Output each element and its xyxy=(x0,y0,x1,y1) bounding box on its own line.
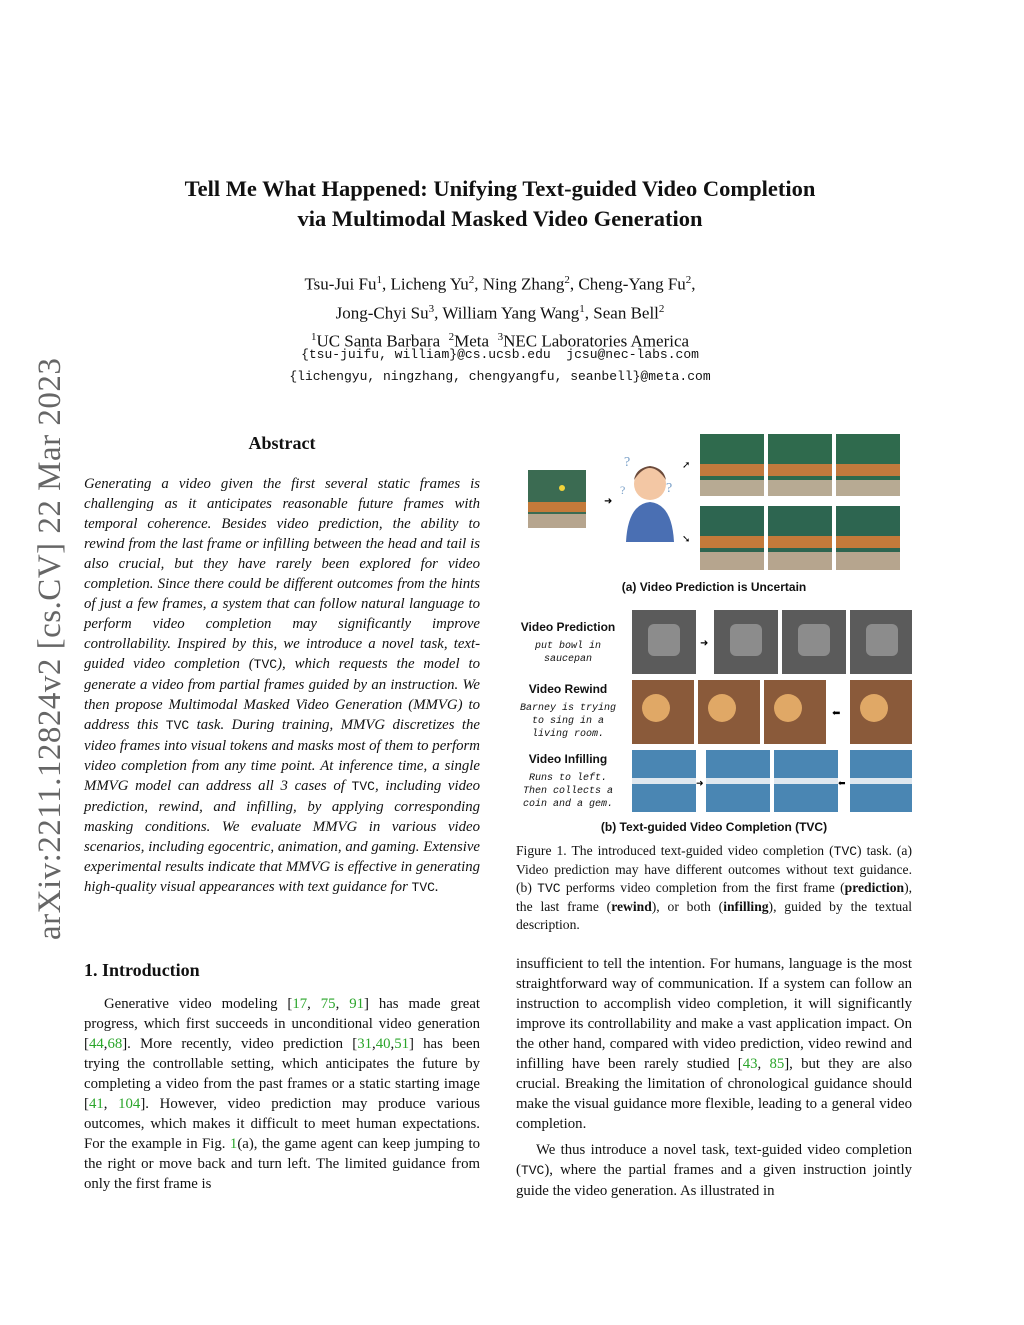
arrow-icon: ➜ xyxy=(696,778,704,788)
caption-text: ), guided by the textual description. xyxy=(516,899,912,932)
tvc-term: TVC xyxy=(351,779,375,794)
author-sup: 2 xyxy=(468,274,475,286)
author-name: Tsu-Jui Fu xyxy=(304,274,377,294)
caption-text: ) task. (a) Video prediction may have different outcomes without text guidance. (b) xyxy=(516,843,912,895)
citation-link[interactable]: 17 xyxy=(292,996,308,1012)
prediction-frames xyxy=(632,610,912,674)
question-mark-icon: ? xyxy=(666,481,673,496)
intro-text: ]. More recently, video prediction [ xyxy=(122,1036,358,1052)
author-name: Cheng-Yang Fu xyxy=(578,274,686,294)
rewind-frames xyxy=(632,680,912,744)
author-name: Licheng Yu xyxy=(390,274,469,294)
tvc-term: TVC xyxy=(165,718,190,733)
author-name: Jong-Chyi Su xyxy=(335,303,429,323)
figure-label-b: (b) Text-guided Video Completion (TVC) xyxy=(600,820,828,834)
arrow-icon: ⬅ xyxy=(832,708,841,719)
row-title-prediction: Video Prediction xyxy=(520,620,616,634)
citation-link[interactable]: 41 xyxy=(88,1096,104,1112)
abstract-body xyxy=(84,474,480,898)
author-sup: 1 xyxy=(376,274,382,286)
citation-link[interactable]: 31 xyxy=(357,1036,372,1052)
intro-text: ] has been trying the controllable setting, which anticipates the future by completing a video from the past frames or a static starting image [ xyxy=(84,1036,481,1112)
paper-title xyxy=(90,174,910,234)
figure-ref-link[interactable]: 1 xyxy=(229,1136,238,1152)
affiliation: UC Santa Barbara xyxy=(316,331,441,351)
arrow-icon: ⬅ xyxy=(838,778,846,788)
aff-sup: 2 xyxy=(448,331,455,344)
intro-paragraph: Generative video modeling [17, 75, 91] has made great progress, which first succeeds in unconditional video generation [44,68]. More recently, video prediction [31,40,51] has been trying the controllable setting, which anticipates the future by completing a video from the past frames or a static starting image [41, 104]. However, video prediction may produce various outcomes, which makes it difficult to meet human expectations. For the example in Fig. 1(a), the game agent can keep jumping to the right or move back and turn left. The limited guidance from only the first frame is xyxy=(84,996,481,1192)
figure-1 xyxy=(516,432,912,840)
body-paragraph: insufficient to tell the intention. For humans, language is the most straightforward way of communication. If a system can follow an instruction to accomplish video completion, it will significantly improve its controllability and make a vast application impact. On the other hand, compared with video prediction, video rewind and infilling have been rarely studied [43, 85], but they are also crucial. Breaking the limitation of chronological guidance should make the visual guidance more flexible, leading to a general video completion. xyxy=(516,956,912,1132)
affiliation: NEC Laboratories America xyxy=(503,331,690,351)
email-block xyxy=(120,344,880,388)
row-title-rewind: Video Rewind xyxy=(528,682,608,696)
aff-sup: 1 xyxy=(310,331,317,344)
intro-text: (a), the game agent can keep jumping to the right or move back and turn left. The limited guidance from only the first frame is xyxy=(84,1136,481,1192)
intro-text: ] has made great progress, which first succeeds in unconditional video generation [ xyxy=(84,996,480,1052)
abstract-text: Generating a video given the first several static frames is challenging as it anticipates reasonable future frames with temporal coherence. Besides video prediction, the ability to rewind from the last frame or infilling between the head and tail is also crucial, but they have rarely been explored for video completion. Since there could be different outcomes from the hints of just a few frames, a system that can follow natural language to perform video completion may significantly improve controllability. Inspired by this, we introduce a novel task, text-guided video completion ( xyxy=(84,476,480,672)
author-name: Ning Zhang xyxy=(482,274,565,294)
body-text: ), where the partial frames and a given instruction jointly guide the video generation. As illustrated in xyxy=(516,1162,912,1199)
author-sup: 1 xyxy=(579,302,585,315)
citation-link[interactable]: 40 xyxy=(375,1036,391,1052)
tvc-term: TVC xyxy=(520,1163,545,1178)
row-text-infilling: Runs to left. Then collects a coin and a gem. xyxy=(522,773,613,810)
intro-text: ]. However, video prediction may produce various outcomes, which makes it difficult to meet human expectations. For the example in Fig. xyxy=(84,1096,480,1152)
caption-text: ), the last frame ( xyxy=(516,880,912,914)
citation-link[interactable]: 68 xyxy=(107,1036,123,1052)
tvc-term: TVC xyxy=(253,657,278,672)
row-text-rewind: Barney is trying to sing in a living room. xyxy=(520,703,617,740)
input-frame xyxy=(528,470,586,528)
tvc-term: TVC xyxy=(833,844,858,859)
citation-link[interactable]: 85 xyxy=(769,1056,785,1072)
affiliation: Meta xyxy=(454,331,490,351)
caption-bold: prediction xyxy=(844,880,905,895)
abstract-text: . xyxy=(434,879,439,895)
aff-sup: 3 xyxy=(497,331,504,344)
author-block xyxy=(120,268,880,354)
caption-text: performs video completion from the first frame ( xyxy=(560,880,845,895)
email-line-2[interactable]: {lichengyu, ningzhang, chengyangfu, seanbell}@meta.com xyxy=(289,369,711,384)
arrow-icon: ➚ xyxy=(682,460,691,471)
author-sup: 2 xyxy=(564,274,570,286)
citation-link[interactable]: 43 xyxy=(742,1056,758,1072)
email-line-1[interactable]: {tsu-juifu, william}@cs.ucsb.edu jcsu@nec-labs.com xyxy=(301,347,699,362)
figure-label-a: (a) Video Prediction is Uncertain xyxy=(621,580,807,594)
caption-text: ), or both ( xyxy=(651,899,724,914)
abstract-text: , including video prediction, rewind, and infilling, by applying corresponding masking conditions. We evaluate MMVG in various video scenarios, including egocentric, animation, and gaming. Extensive experimental results indicate that MMVG is effective in generating high-quality visual appearances with text guidance for xyxy=(84,778,480,895)
caption-text: Figure 1. The introduced text-guided video completion ( xyxy=(516,843,834,858)
figure-1-caption xyxy=(516,842,912,934)
abstract-heading: Abstract xyxy=(248,433,316,453)
body-paragraph xyxy=(516,1140,912,1201)
citation-link[interactable]: 75 xyxy=(320,996,336,1012)
question-mark-icon: ? xyxy=(624,455,631,470)
citation-link[interactable]: 91 xyxy=(349,996,364,1012)
tvc-term: TVC xyxy=(537,881,561,896)
outcome-row-2 xyxy=(700,506,900,570)
introduction-body xyxy=(84,994,480,1194)
author-sup: 2 xyxy=(658,302,665,315)
author-sup: 2 xyxy=(685,274,692,286)
person-illustration xyxy=(620,455,674,542)
arxiv-sidebar-identifier: arXiv:2211.12824v2 [cs.CV] 22 Mar 2023 xyxy=(32,357,68,940)
question-mark-icon: ? xyxy=(620,483,626,497)
citation-link[interactable]: 104 xyxy=(118,1096,141,1112)
caption-bold: infilling xyxy=(723,899,769,914)
author-sup: 3 xyxy=(428,302,435,315)
author-line-1: Tsu-Jui Fu$^1$, Licheng Yu$^2$, Ning Zhang$^2$, Cheng-Yang Fu$^2$, xyxy=(304,274,696,294)
body-text: We thus introduce a novel task, text-guided video completion ( xyxy=(516,1142,912,1178)
author-name: Sean Bell xyxy=(593,303,659,323)
caption-bold: rewind xyxy=(611,899,652,914)
abstract-text: task. During training, MMVG discretizes the video frames into visual tokens and masks most of them to perform video completion from any time point. At inference time, a single MMVG model can address all 3 cases of xyxy=(84,717,480,794)
introduction-heading: 1. Introduction xyxy=(84,960,200,980)
outcome-row-1 xyxy=(700,434,900,496)
body-text: insufficient to tell the intention. For humans, language is the most straightforward way of communication. If a system can follow an instruction to accomplish video completion, it will significantly improve its controllability and make a vast application impact. On the other hand, compared with video prediction, video rewind and infilling have been rarely studied [ xyxy=(516,956,912,1072)
intro-text: Generative video modeling [ xyxy=(104,996,293,1012)
right-column-body xyxy=(516,954,912,1201)
author-name: William Yang Wang xyxy=(442,303,580,323)
arrow-icon: ➜ xyxy=(604,496,613,507)
author-line-2: Jong-Chyi Su$^3$, William Yang Wang$^1$, Sean Bell$^2$ xyxy=(335,302,665,323)
citation-link[interactable]: 44 xyxy=(88,1036,104,1052)
row-title-infilling: Video Infilling xyxy=(528,752,608,766)
infilling-frames xyxy=(632,750,912,812)
body-text: ], but they are also crucial. Breaking the limitation of chronological guidance should make the visual guidance more flexible, leading to a general video completion. xyxy=(516,1056,912,1132)
arrow-icon: ➘ xyxy=(682,534,691,545)
arrow-icon: ➜ xyxy=(700,638,709,649)
row-text-prediction: put bowl in saucepan xyxy=(534,641,601,665)
title-line-2: via Multimodal Masked Video Generation xyxy=(297,206,703,231)
tvc-term: TVC xyxy=(411,880,435,895)
title-line-1: Tell Me What Happened: Unifying Text-guided Video Completion xyxy=(184,176,816,201)
abstract-text: ), which requests the model to generate a video from partial frames guided by an instruction. We then propose Multimodal Masked Video Generation (MMVG) to address this xyxy=(84,656,480,733)
citation-link[interactable]: 51 xyxy=(394,1036,409,1052)
